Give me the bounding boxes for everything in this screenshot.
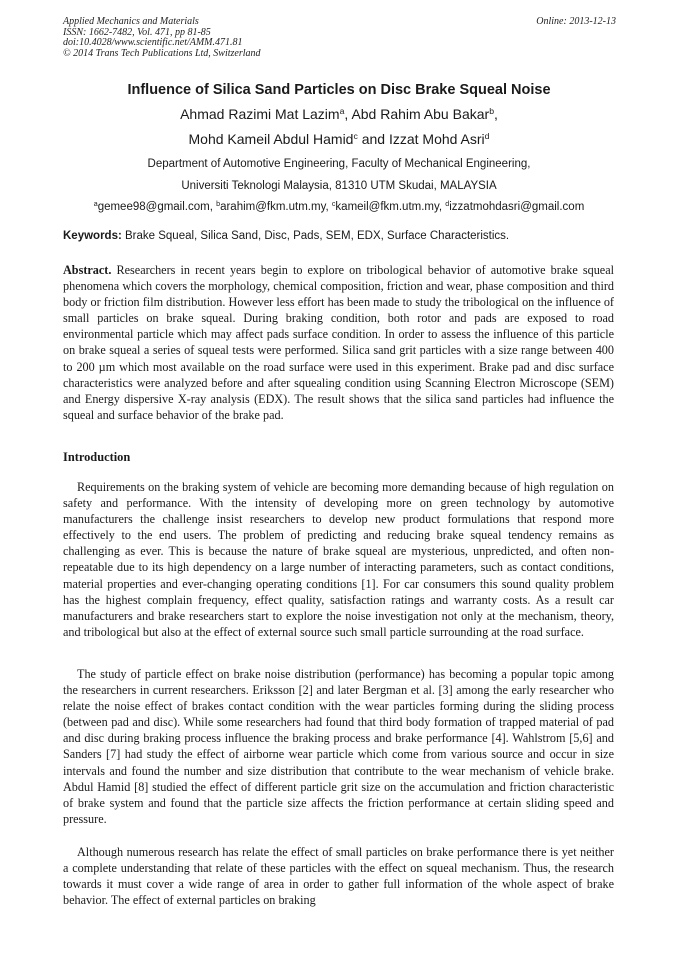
journal-issn: ISSN: 1662-7482, Vol. 471, pp 81-85 <box>63 26 211 38</box>
section-heading-introduction: Introduction <box>63 450 131 464</box>
author-name: Mohd Kameil Abdul Hamid <box>188 131 354 147</box>
journal-name: Applied Mechanics and Materials <box>63 16 199 27</box>
email-address[interactable]: kameil@fkm.utm.my, <box>335 201 446 213</box>
author-superscript: a <box>339 106 345 117</box>
author-superscript: c <box>353 131 358 142</box>
intro-paragraph-3: Although numerous research has relate the effect of small particles on brake performance there is yet neither a complete understanding that relate of these particles with the effect on squeal mechanism. Thus, the research towards it must cover a wide range of area in order to gather full information of the whole aspect of brake behavior. The effect of external particles on braking <box>63 845 614 908</box>
abstract <box>63 262 614 423</box>
email-address[interactable]: izzatmohdasri@gmail.com <box>449 201 585 213</box>
authors-line-1 <box>0 106 678 122</box>
email-address[interactable]: gemee98@gmail.com, <box>97 201 217 213</box>
journal-copyright: © 2014 Trans Tech Publications Ltd, Switzerland <box>63 47 261 59</box>
author-separator: and <box>357 131 389 147</box>
author-superscript: b <box>489 106 495 117</box>
paper-title: Influence of Silica Sand Particles on Disc Brake Squeal Noise <box>127 82 551 98</box>
affiliation-line-2: Universiti Teknologi Malaysia, 81310 UTM Skudai, MALAYSIA <box>181 180 497 192</box>
email-address[interactable]: arahim@fkm.utm.my, <box>220 201 332 213</box>
author-name: Abd Rahim Abu Bakar <box>351 106 490 122</box>
journal-info <box>63 17 261 59</box>
keywords-text: Brake Squeal, Silica Sand, Disc, Pads, SEM, EDX, Surface Characteristics. <box>121 230 510 242</box>
author-name: Izzat Mohd Asri <box>388 131 485 147</box>
author-superscript: d <box>484 131 490 142</box>
intro-paragraph-1: Requirements on the braking system of vehicle are becoming more demanding because of high regulation on safety and performance. With the intensity of developing more on green technology by automotive manufacturers the challenge insist researchers to develop new product formulations that respond more effectively to the end users. The problem of predicting and reducing brake squeal tendency remains as challenging as ever. This is because the nature of brake squeal are mysterious, unpredicted, and often non-repeatable due to its high dependency on a large number of interacting parameters, such as contact conditions, material properties and ever-changing operating conditions [1]. For car consumers this sound quality problem has the highest complain frequency, effect quality, satisfaction ratings and warranty costs. As a result car manufacturers and brake researchers start to explore the noise investigation not only at the mechanism, theory, and tribological but also at the effect of external source such small particle surrounding at the road surface. <box>63 480 614 639</box>
author-separator: , <box>494 106 498 122</box>
author-emails <box>0 201 678 213</box>
abstract-label: Abstract. <box>63 263 112 277</box>
author-name: Ahmad Razimi Mat Lazim <box>180 106 340 122</box>
author-separator: , <box>344 106 352 122</box>
online-date: Online: 2013-12-13 <box>536 16 616 27</box>
abstract-text: Researchers in recent years begin to explore on tribological behavior of automotive brake squeal phenomena which covers the morphology, chemical composition, friction and wear, phase composition and third body or friction film distribution. However less effort has been made to study the tribological on the influence of small particles on brake squeal. During braking condition, both rotor and pads are exposed to road environmental particle which may affect pads surface condition. In order to assess the influence of this particle on brake squeal a series of squeal tests were performed. Silica sand grit particles with a size range between 400 to 200 µm which most available on the road surface were used in this experiment. Brake pad and disc surface characteristics were analyzed before and after squealing condition using Scanning Electron Microscope (SEM) and Energy dispersive X-ray analysis (EDX). The result shows that the silica sand particles had influence the squeal and surface behavior of the brake pad. <box>63 263 614 422</box>
journal-doi: doi:10.4028/www.scientific.net/AMM.471.81 <box>63 37 243 48</box>
email-superscript: b <box>216 200 221 209</box>
keywords <box>63 230 509 242</box>
authors-line-2 <box>0 131 678 147</box>
email-superscript: d <box>445 200 450 209</box>
keywords-label: Keywords: <box>63 230 122 242</box>
intro-paragraph-2: The study of particle effect on brake noise distribution (performance) has becoming a popular topic among the researchers in current researchers. Eriksson [2] and later Bergman et al. [3] among the early researcher who relate the noise effect of brakes contact condition with the wear particles forming during the sliding process (between pad and disc). While some researchers had found that third body formation of trapped material of pad and disc during braking process influence the braking process and brake performance [4]. Wahlstrom [5,6] and Sanders [7] had study the effect of airborne wear particle which come from various source and occur in size intervals and found the number and size distribution that contribute to the wear mechanism of vehicle brake. Abdul Hamid [8] studied the effect of different particle grit size on the accumulation and friction characteristic of brake system and found that the particle size affects the friction performance at certain sliding speed and pressure. <box>63 667 614 826</box>
email-superscript: a <box>93 200 98 209</box>
email-superscript: c <box>331 200 336 209</box>
affiliation-line-1: Department of Automotive Engineering, Faculty of Mechanical Engineering, <box>147 158 531 170</box>
